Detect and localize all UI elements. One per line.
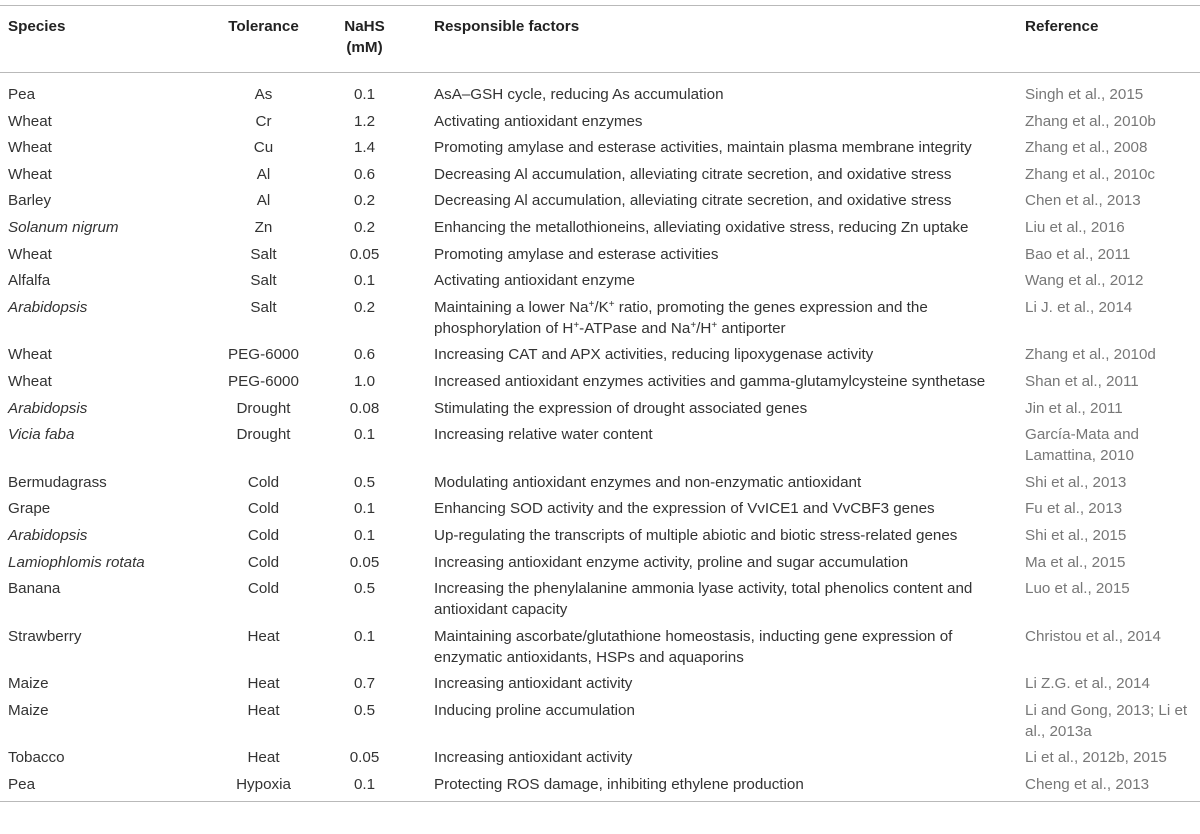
header-row — [0, 6, 1200, 73]
table-row — [0, 268, 1200, 295]
cell-species: Alfalfa — [8, 272, 51, 290]
cell-species: Solanum nigrum — [8, 218, 119, 236]
cell-tolerance: Salt — [250, 272, 277, 290]
cell-tolerance: Cu — [253, 139, 274, 157]
table-row — [0, 496, 1200, 523]
cell-responsible-factors: Promoting amylase and esterase activities, maintain plasma membrane integrity — [434, 139, 972, 157]
cell-nahs: 0.2 — [353, 298, 376, 316]
table-row — [0, 469, 1200, 496]
cell-nahs: 0.1 — [353, 426, 376, 444]
cell-tolerance: Cr — [255, 112, 272, 130]
cell-responsible-factors: Up-regulating the transcripts of multiple abiotic and biotic stress-related genes — [434, 526, 958, 544]
header-nahs-line1: NaHS — [344, 18, 385, 35]
cell-responsible-factors: Activating antioxidant enzymes — [434, 112, 643, 130]
cell-responsible-factors: Modulating antioxidant enzymes and non-enzymatic antioxidant — [434, 473, 862, 491]
cell-tolerance: Drought — [236, 426, 291, 444]
cell-species: Wheat — [8, 346, 52, 364]
cell-species: Arabidopsis — [8, 298, 88, 316]
cell-nahs: 0.1 — [353, 272, 376, 290]
data-table-container — [0, 5, 1200, 802]
table-row — [0, 135, 1200, 162]
cell-species: Pea — [8, 776, 36, 794]
cell-reference: Christou et al., 2014 — [1025, 627, 1161, 645]
table-row — [0, 188, 1200, 215]
cell-tolerance: Heat — [247, 749, 280, 767]
cell-nahs: 0.1 — [353, 526, 376, 544]
cell-nahs: 0.08 — [349, 399, 380, 417]
cell-reference: Li and Gong, 2013; Li et al., 2013a — [1025, 701, 1188, 740]
factor-text: /K — [594, 298, 609, 316]
cell-responsible-factors: Promoting amylase and esterase activities — [434, 245, 719, 263]
cell-reference: Liu et al., 2016 — [1025, 218, 1125, 236]
cell-species: Wheat — [8, 165, 52, 183]
cell-species: Pea — [8, 86, 36, 103]
cell-reference: García-Mata and Lamattina, 2010 — [1025, 426, 1139, 465]
cell-nahs: 0.6 — [353, 346, 376, 364]
header-tolerance: Tolerance — [228, 18, 299, 35]
cell-reference: Zhang et al., 2010c — [1025, 165, 1156, 183]
cell-species: Wheat — [8, 112, 52, 130]
cell-tolerance: Salt — [250, 245, 277, 263]
cell-responsible-factors: Increasing CAT and APX activities, reducing lipoxygenase activity — [434, 346, 874, 364]
cell-responsible-factors: Stimulating the expression of drought associated genes — [434, 399, 808, 417]
cell-responsible-factors: AsA–GSH cycle, reducing As accumulation — [434, 86, 724, 103]
table-row — [0, 745, 1200, 772]
table-row — [0, 698, 1200, 746]
table-row — [0, 108, 1200, 135]
cell-responsible-factors: Protecting ROS damage, inhibiting ethylene production — [434, 776, 804, 794]
table-row — [0, 342, 1200, 369]
cell-tolerance: PEG-6000 — [228, 346, 299, 364]
cell-species: Strawberry — [8, 627, 82, 645]
factor-text: -ATPase and Na — [579, 319, 691, 337]
cell-responsible-factors: Increasing antioxidant activity — [434, 675, 633, 693]
cell-reference: Wang et al., 2012 — [1025, 272, 1144, 290]
table-row — [0, 422, 1200, 470]
cell-reference: Cheng et al., 2013 — [1025, 776, 1150, 794]
cell-tolerance: As — [254, 86, 273, 103]
cell-tolerance: Zn — [254, 218, 273, 236]
cell-species: Wheat — [8, 139, 52, 157]
cell-tolerance: Hypoxia — [236, 776, 291, 794]
superscript-plus: + — [690, 319, 697, 331]
cell-responsible-factors: Activating antioxidant enzyme — [434, 272, 635, 290]
cell-tolerance: Cold — [247, 473, 280, 491]
cell-nahs: 0.1 — [353, 86, 376, 103]
cell-reference: Fu et al., 2013 — [1025, 500, 1123, 518]
table-row — [0, 623, 1200, 671]
cell-tolerance: Drought — [236, 399, 291, 417]
cell-tolerance: Cold — [247, 500, 280, 518]
cell-reference: Shan et al., 2011 — [1025, 372, 1139, 390]
table-row — [0, 523, 1200, 550]
cell-responsible-factors: Increased antioxidant enzymes activities and gamma-glutamylcysteine synthetase — [434, 372, 986, 390]
cell-species: Maize — [8, 675, 49, 693]
cell-nahs: 0.05 — [349, 749, 380, 767]
factor-text: ratio, promoting the genes expression and the phosphorylation of H — [434, 298, 928, 337]
table-row — [0, 294, 1200, 342]
cell-responsible-factors: Decreasing Al accumulation, alleviating citrate secretion, and oxidative stress — [434, 165, 952, 183]
cell-nahs: 0.5 — [353, 473, 376, 491]
cell-reference: Zhang et al., 2010d — [1025, 346, 1156, 364]
cell-species: Tobacco — [8, 749, 65, 767]
cell-reference: Singh et al., 2015 — [1025, 86, 1144, 103]
cell-species: Grape — [8, 500, 51, 518]
table-row — [0, 549, 1200, 576]
cell-reference: Zhang et al., 2010b — [1025, 112, 1156, 130]
cell-reference: Chen et al., 2013 — [1025, 192, 1141, 210]
cell-reference: Li et al., 2012b, 2015 — [1025, 749, 1167, 767]
superscript-plus: + — [588, 298, 595, 310]
header-reference: Reference — [1025, 18, 1099, 35]
cell-species: Maize — [8, 701, 49, 719]
table-row — [0, 772, 1200, 802]
cell-nahs: 0.2 — [353, 218, 376, 236]
table-row — [0, 369, 1200, 396]
cell-responsible-factors: Increasing the phenylalanine ammonia lyase activity, total phenolics content and antioxidant capacity — [434, 580, 973, 619]
cell-species: Banana — [8, 580, 61, 598]
cell-species: Arabidopsis — [8, 526, 88, 544]
cell-responsible-factors: Enhancing the metallothioneins, alleviating oxidative stress, reducing Zn uptake — [434, 218, 969, 236]
cell-species: Wheat — [8, 372, 52, 390]
table-row — [0, 671, 1200, 698]
cell-nahs: 0.1 — [353, 500, 376, 518]
superscript-plus: + — [573, 319, 580, 331]
cell-species: Barley — [8, 192, 52, 210]
superscript-plus: + — [711, 319, 718, 331]
header-species: Species — [8, 18, 66, 35]
cell-nahs: 0.1 — [353, 776, 376, 794]
cell-tolerance: PEG-6000 — [228, 372, 299, 390]
cell-reference: Luo et al., 2015 — [1025, 580, 1130, 598]
cell-reference: Ma et al., 2015 — [1025, 553, 1126, 571]
cell-responsible-factors — [419, 294, 1015, 342]
cell-nahs: 0.5 — [353, 580, 376, 598]
cell-reference: Li Z.G. et al., 2014 — [1025, 675, 1150, 693]
cell-tolerance: Heat — [247, 675, 280, 693]
cell-reference: Zhang et al., 2008 — [1025, 139, 1148, 157]
cell-reference: Shi et al., 2013 — [1025, 473, 1127, 491]
cell-nahs: 0.05 — [349, 553, 380, 571]
cell-species: Arabidopsis — [8, 399, 88, 417]
cell-nahs: 0.6 — [353, 165, 376, 183]
cell-tolerance: Cold — [247, 580, 280, 598]
table-row — [0, 161, 1200, 188]
cell-nahs: 0.05 — [349, 245, 380, 263]
cell-responsible-factors: Increasing antioxidant enzyme activity, proline and sugar accumulation — [434, 553, 909, 571]
table-header — [0, 6, 1200, 73]
cell-tolerance: Al — [256, 165, 271, 183]
cell-species: Bermudagrass — [8, 473, 107, 491]
cell-tolerance: Cold — [247, 526, 280, 544]
cell-reference: Shi et al., 2015 — [1025, 526, 1127, 544]
cell-reference: Bao et al., 2011 — [1025, 245, 1131, 263]
data-table — [0, 5, 1200, 802]
table-body — [0, 73, 1200, 802]
cell-species: Wheat — [8, 245, 52, 263]
header-responsible-factors: Responsible factors — [434, 18, 580, 35]
cell-responsible-factors: Enhancing SOD activity and the expression of VvICE1 and VvCBF3 genes — [434, 500, 935, 518]
cell-nahs: 1.4 — [353, 139, 376, 157]
header-nahs — [310, 6, 419, 73]
cell-nahs: 1.2 — [353, 112, 376, 130]
cell-tolerance: Cold — [247, 553, 280, 571]
cell-nahs: 0.7 — [353, 675, 376, 693]
table-row — [0, 215, 1200, 242]
factor-text: /H — [696, 319, 712, 337]
table-row — [0, 395, 1200, 422]
cell-responsible-factors: Inducing proline accumulation — [434, 701, 635, 719]
cell-species: Lamiophlomis rotata — [8, 553, 145, 571]
cell-tolerance: Salt — [250, 298, 277, 316]
cell-nahs: 1.0 — [353, 372, 376, 390]
cell-responsible-factors: Maintaining ascorbate/glutathione homeostasis, inducting gene expression of enzymatic antioxidants, HSPs and aquaporins — [434, 627, 953, 666]
cell-responsible-factors: Decreasing Al accumulation, alleviating citrate secretion, and oxidative stress — [434, 192, 952, 210]
cell-tolerance: Heat — [247, 627, 280, 645]
table-row — [0, 576, 1200, 624]
cell-tolerance: Heat — [247, 701, 280, 719]
cell-species: Vicia faba — [8, 426, 75, 444]
cell-responsible-factors: Increasing relative water content — [434, 426, 653, 444]
factor-text: Maintaining a lower Na — [434, 298, 589, 316]
header-nahs-line2: (mM) — [346, 39, 383, 56]
cell-responsible-factors: Increasing antioxidant activity — [434, 749, 633, 767]
cell-nahs: 0.5 — [353, 701, 376, 719]
table-row — [0, 73, 1200, 109]
cell-nahs: 0.2 — [353, 192, 376, 210]
superscript-plus: + — [608, 298, 615, 310]
table-row — [0, 241, 1200, 268]
cell-tolerance: Al — [256, 192, 271, 210]
cell-nahs: 0.1 — [353, 627, 376, 645]
cell-reference: Li J. et al., 2014 — [1025, 298, 1133, 316]
factor-text: antiporter — [717, 319, 786, 337]
cell-reference: Jin et al., 2011 — [1025, 399, 1123, 417]
